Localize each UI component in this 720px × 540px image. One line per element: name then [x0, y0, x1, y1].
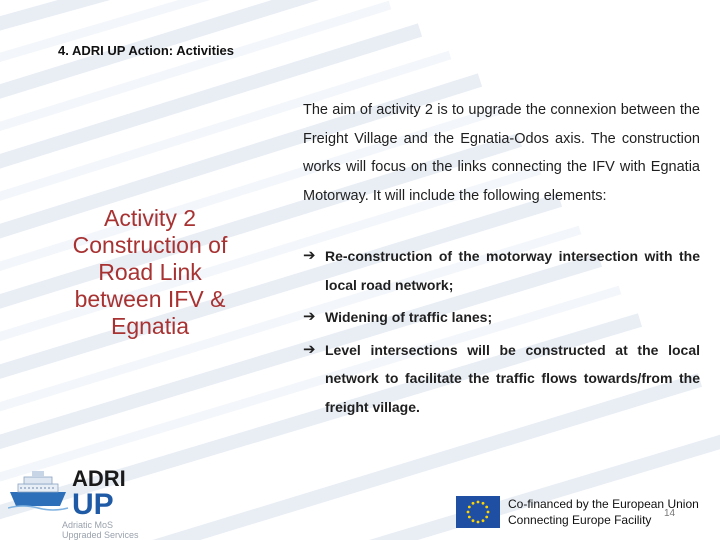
activity-heading-line: Activity 2: [103, 205, 197, 231]
eu-facility-label: Connecting Europe Facility: [508, 513, 652, 527]
activity-heading-line: Road Link: [98, 259, 202, 285]
logo-caption-line: Upgraded Services: [62, 530, 139, 540]
arrow-bullet-icon: ➔: [303, 340, 316, 358]
eu-cofinanced-label: Co-financed by the European Union: [508, 497, 699, 511]
eu-cofinance-badge: [456, 496, 699, 528]
logo-text-adri: ADRI: [72, 466, 126, 491]
activity-heading-line: Egnatia: [110, 313, 189, 339]
eu-flag-icon: [456, 496, 500, 528]
logo-text-up: UP: [72, 488, 114, 521]
slide-title: 4. ADRI UP Action: Activities: [58, 43, 235, 58]
activity-heading-line: between IFV &: [74, 286, 226, 312]
list-item: [303, 242, 700, 299]
logo-caption-line: Adriatic MoS: [62, 520, 114, 530]
bullet-text: Level intersections will be constructed at the local network to facilitate the traffic flows towards/from the freight village.: [325, 341, 700, 415]
ship-logo-icon: [8, 462, 158, 522]
logo-caption: [62, 520, 139, 540]
page-number: 14: [664, 508, 676, 519]
arrow-bullet-icon: ➔: [303, 308, 316, 325]
bullet-text: Widening of traffic lanes;: [325, 309, 493, 325]
arrow-bullet-icon: ➔: [303, 247, 316, 264]
bullet-text: Re-construction of the motorway intersection with the local road network;: [325, 248, 700, 293]
bullet-list: [303, 242, 700, 425]
list-item: [303, 303, 700, 332]
activity-heading: [52, 205, 248, 340]
intro-paragraph: The aim of activity 2 is to upgrade the connexion between the Freight Village and the Egnatia-Odos axis. The construction works will focus on the links connecting the IFV with Egnatia Motorway. It will include the following elements:: [303, 102, 700, 204]
activity-heading-line: Construction of: [72, 232, 228, 258]
list-item: [303, 336, 700, 422]
